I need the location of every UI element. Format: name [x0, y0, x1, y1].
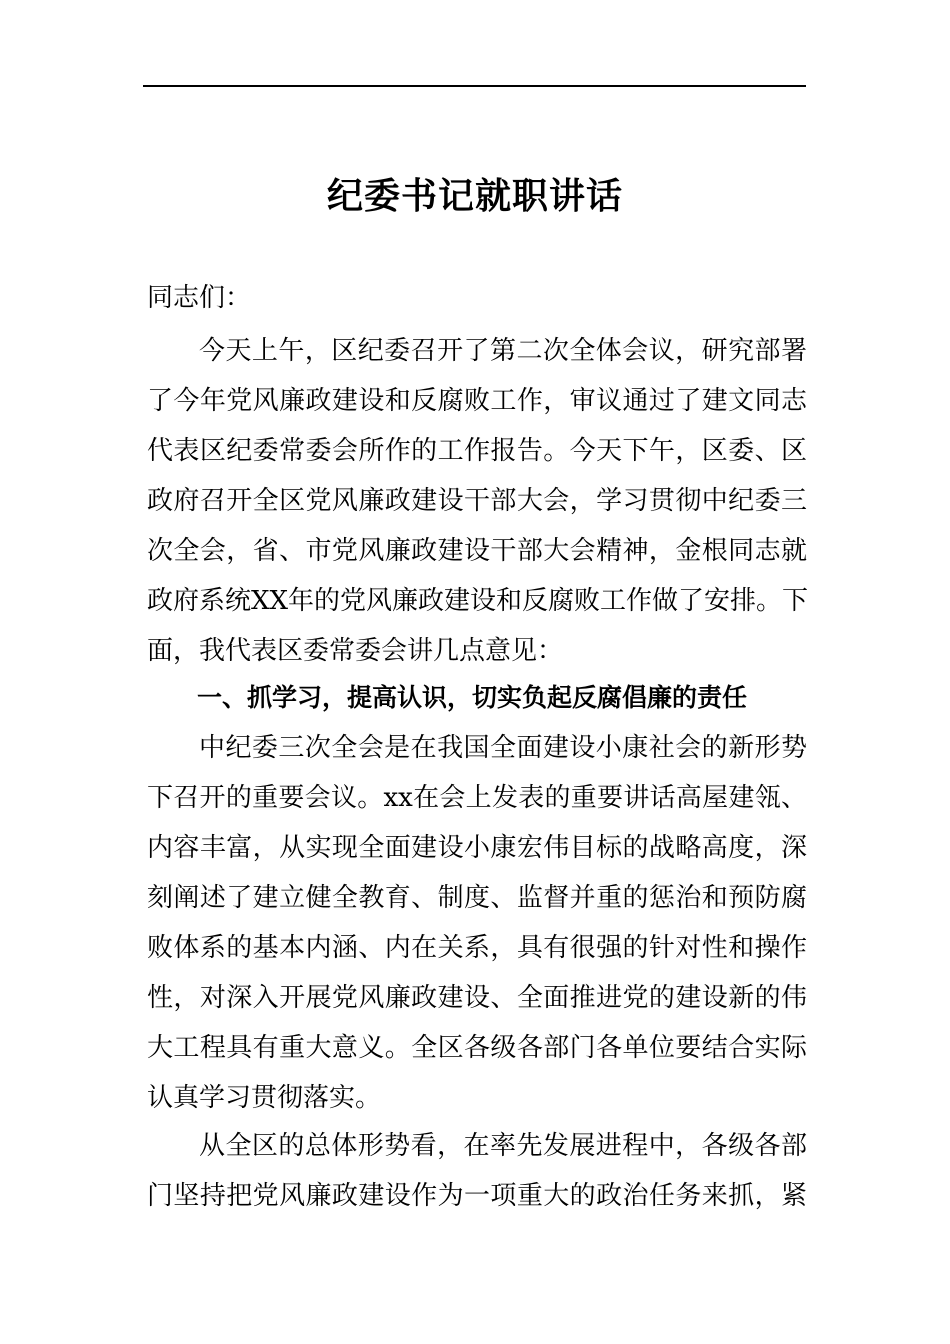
paragraph-line: 败体系的基本内涵、内在关系，具有很强的针对性和操作	[147, 933, 807, 963]
paragraph-3	[147, 1121, 807, 1221]
section-heading: 一、抓学习，提高认识，切实负起反腐倡廉的责任	[197, 683, 748, 712]
paragraph-line: 次全会，省、市党风廉政建设干部大会精神，金根同志就	[147, 536, 807, 566]
paragraph-line: 政府召开全区党风廉政建设干部大会，学习贯彻中纪委三	[147, 486, 807, 516]
paragraph-line: 门坚持把党风廉政建设作为一项重大的政治任务来抓，紧	[147, 1181, 807, 1211]
salutation-block	[147, 273, 807, 323]
paragraph-line: 今天上午，区纪委召开了第二次全体会议，研究部署	[199, 336, 807, 366]
paragraph-line: 政府系统XX年的党风廉政建设和反腐败工作做了安排。下	[147, 586, 809, 616]
paragraph-1	[147, 326, 807, 676]
paragraph-line: 大工程具有重大意义。全区各级各部门各单位要结合实际	[147, 1033, 807, 1063]
salutation: 同志们：	[147, 283, 252, 313]
paragraph-line: 下召开的重要会议。xx在会上发表的重要讲话高屋建瓴、	[147, 783, 807, 813]
paragraph-line: 面，我代表区委常委会讲几点意见：	[147, 636, 564, 666]
paragraph-line: 内容丰富，从实现全面建设小康宏伟目标的战略高度，深	[147, 833, 807, 863]
document-title: 纪委书记就职讲话	[326, 176, 623, 217]
paragraph-line: 刻阐述了建立健全教育、制度、监督并重的惩治和预防腐	[147, 883, 807, 913]
header-rule	[143, 85, 806, 87]
paragraph-line: 代表区纪委常委会所作的工作报告。今天下午，区委、区	[147, 436, 807, 466]
section-heading-block	[147, 673, 807, 723]
paragraph-line: 性，对深入开展党风廉政建设、全面推进党的建设新的伟	[147, 983, 807, 1013]
paragraph-line: 从全区的总体形势看，在率先发展进程中，各级各部	[199, 1131, 807, 1161]
paragraph-line: 了今年党风廉政建设和反腐败工作，审议通过了建文同志	[147, 386, 807, 416]
paragraph-line: 中纪委三次全会是在我国全面建设小康社会的新形势	[199, 733, 807, 763]
paragraph-line: 认真学习贯彻落实。	[147, 1083, 382, 1113]
paragraph-2	[147, 723, 807, 1123]
